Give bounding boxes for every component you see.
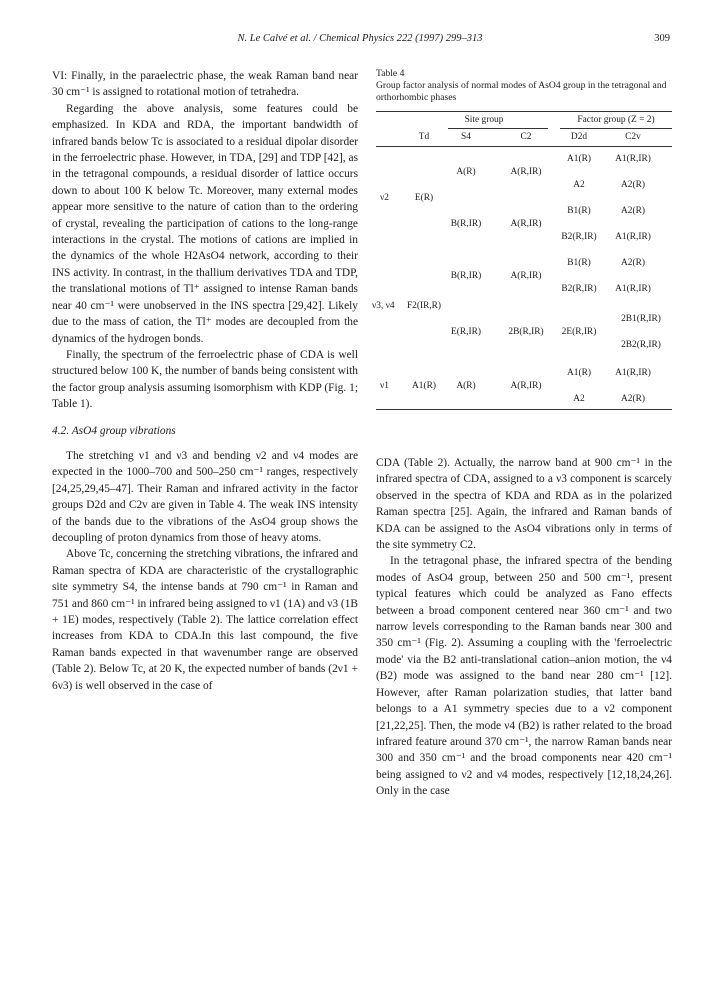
site-group-rule: [448, 128, 548, 129]
cell: 2B2(R,IR): [621, 340, 661, 350]
paragraph: Regarding the above analysis, some features could be emphasized. In KDA and RDA, the important bandwidth of infrared bands below Tc is associated to a residual dipolar disorder in the ferroelectric phase. However, in TDA, [29] and TDP [42], as in the tetragonal compounds, a residual disorder of lattice occurs down to about 100 K below Tc. Moreover, many external modes appear more sensitive to the nature of cation than to the ordering of crystal, revealing the participation of cations to the long-range interactions in the crystal. The motions of cations are implied in the dynamics of the whole H2AsO4 network, according to their INS activity. In contrast, in the thallium derivatives TDA and TDP, the translational motions of Tl⁺ assigned to intense Raman bands near 40 cm⁻¹ were unobserved in the INS spectra [29,42]. Likely due to the mass of cation, the Tl⁺ modes are decoupled from the dynamics of the hydrogen bonds.: [52, 102, 358, 345]
header-c2: C2: [520, 132, 532, 142]
paragraph: CDA (Table 2). Actually, the narrow band at 900 cm⁻¹ in the infrared spectra of CDA, assigned to a ν3 component is scarcely observed in the spectra of KDA and RDA as in the polarized Raman spectra [25]. Again, the infrared and Raman bands of KDA can be assigned to the AsO4 vibrations only in terms of the site symmetry C2.: [376, 457, 672, 552]
cell: A(R): [456, 167, 476, 177]
cell: B2(R,IR): [561, 232, 597, 242]
cell: B2(R,IR): [561, 284, 597, 294]
paragraph: Finally, the spectrum of the ferroelectric phase of CDA is well structured below 100 K, the number of bands being consistent with the factor group analysis assuming isomorphism with KDP (Fig. 1; Table 1).: [52, 348, 358, 411]
cell: A(R,IR): [510, 381, 542, 391]
header-c2v: C2v: [625, 132, 641, 142]
cell: A2(R): [621, 394, 645, 404]
cell: A1(R,IR): [615, 368, 651, 378]
right-column: [376, 455, 672, 800]
cell: A(R,IR): [510, 167, 542, 177]
cell: A2(R): [621, 206, 645, 216]
cell: A1(R,IR): [615, 284, 651, 294]
paragraph: Above Tc, concerning the stretching vibrations, the infrared and Raman spectra of KDA are characteristic of the crystallographic site symmetry S4, the intense bands at 790 cm⁻¹ in Raman and 751 and 860 cm⁻¹ in infrared being assigned to ν1 (1A) and ν3 (1B + 1E) modes, respectively (Table 2). The lattice correlation effect increases from KDA to CDA.In this last compound, the five Raman bands expected in that wavenumber range are observed (Table 2). Below Tc, at 20 K, the expected number of bands (2ν1 + 6ν3) is well observed in the case of: [52, 548, 359, 692]
table-label: Table 4: [376, 68, 405, 79]
cell: A1(R): [567, 154, 591, 164]
cell: 2B1(R,IR): [621, 314, 661, 324]
cell: A1(R,IR): [615, 232, 651, 242]
page-number: 309: [654, 33, 670, 44]
mode-v1: ν1: [380, 381, 389, 391]
section-heading: 4.2. AsO4 group vibrations: [52, 424, 176, 437]
header-d2d: D2d: [570, 132, 588, 142]
cell: A(R,IR): [510, 271, 542, 281]
cell: B1(R): [567, 206, 591, 216]
left-column: [52, 68, 358, 694]
mode-v3-v4: ν3, ν4: [372, 301, 395, 311]
cell: B(R,IR): [450, 271, 482, 281]
cell: E(R,IR): [451, 327, 481, 337]
cell: A1(R): [567, 368, 591, 378]
paragraph: The stretching ν1 and ν3 and bending ν2 and ν4 modes are expected in the 1000–700 and 500–250 cm⁻¹ ranges, respectively [24,25,29,45–47]. Their Raman and infrared activity in the factor groups D2d and C2v are given in Table 4. The weak INS intensity of the bands due to the vibrations of the AsO4 group shows the decoupling of proton dynamics from those of heavy atoms.: [52, 449, 358, 544]
cell: 2B(R,IR): [508, 327, 544, 337]
cell: A1(R,IR): [615, 154, 651, 164]
paragraph: In the tetragonal phase, the infrared spectra of the bending modes of AsO4 group, between 250 and 500 cm⁻¹, present typical features which could be analyzed as Fano effects between a broad component centered near 360 cm⁻¹ and two narrow levels corresponding to the Raman bands near 300 and 350 cm⁻¹ (Fig. 2). Assuming a coupling with the 'ferroelectric mode' via the B2 anti-translational cation–anion motion, the ν4 (B2) mode was assigned to the band near 280 cm⁻¹ [12]. However, after Raman polarization studies, that latter band belongs to a A1 symmetry species due to a ν2 component [21,22,25]. Then, the mode ν4 (B2) is rather related to the broad infrared feature around 370 cm⁻¹, the narrow Raman bands near 300 and 350 cm⁻¹ and the broad components near 420 cm⁻¹ being assigned to ν2 and ν4 modes, respectively [12,18,24,26]. Only in the case: [376, 555, 672, 798]
running-head: N. Le Calvé et al. / Chemical Physics 222 (1997) 299–313: [237, 33, 483, 44]
cell: B1(R): [567, 258, 591, 268]
table-4: [372, 111, 672, 411]
table-rule-top: [376, 111, 672, 112]
cell: B(R,IR): [450, 219, 482, 229]
factor-group-rule: [560, 128, 672, 129]
cell: A2(R): [621, 258, 645, 268]
cell: A2: [573, 180, 585, 190]
header-s4: S4: [461, 132, 471, 142]
page-header: [50, 33, 670, 49]
paragraph: VI: Finally, in the paraelectric phase, the weak Raman band near 30 cm⁻¹ is assigned to rotational motion of tetrahedra.: [52, 70, 358, 99]
table-rule-bottom: [376, 409, 672, 410]
cell: E(R): [414, 193, 434, 203]
mode-v2: ν2: [380, 193, 389, 203]
header-site-group: Site group: [464, 115, 504, 125]
table-caption: Group factor analysis of normal modes of AsO4 group in the tetragonal and orthorhombic phases: [376, 80, 667, 103]
header-factor-group: Factor group (Z = 2): [577, 115, 655, 125]
cell: A1(R): [412, 381, 436, 391]
header-td: Td: [418, 132, 430, 142]
cell: A2: [573, 394, 585, 404]
table-caption-block: [376, 68, 672, 104]
table-rule-header: [376, 146, 672, 147]
cell: A(R,IR): [510, 219, 542, 229]
cell: F2(IR,R): [406, 301, 442, 311]
cell: 2E(R,IR): [561, 327, 597, 337]
cell: A2(R): [621, 180, 645, 190]
cell: A(R): [456, 381, 476, 391]
